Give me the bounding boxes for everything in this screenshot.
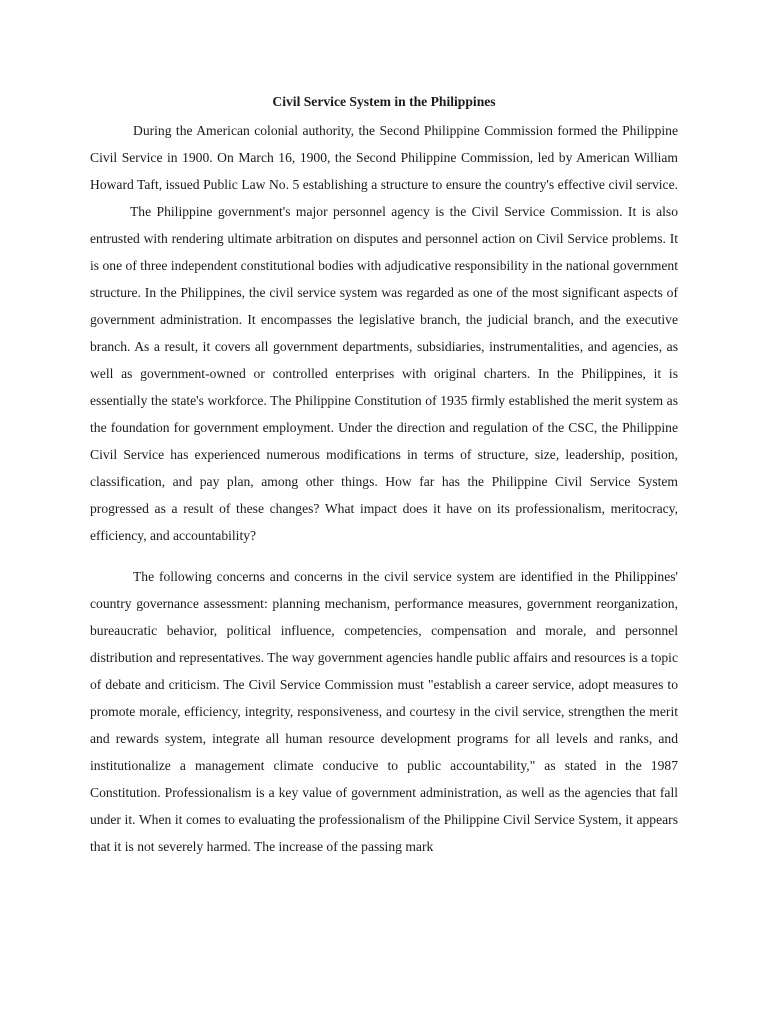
paragraph-1-text-b: The Philippine government's major personnel agency is the Civil Service Commission. It is also entrusted with rendering ultimate arbitration on disputes and personnel action on Civil Service problems. It is one of three independent constitutional bodies with adjudicative responsibility in the national government structure. In the Philippines, the civil service system was regarded as one of the most significant aspects of government administration. It encompasses the legislative branch, the judicial branch, and the executive branch. As a result, it covers all government departments, subsidiaries, instrumentalities, and agencies, as well as government-owned or controlled enterprises with original charters. In the Philippines, it is essentially the state's workforce. The Philippine Constitution of 1935 firmly established the merit system as the foundation for government employment. Under the direction and regulation of the CSC, the Philippine Civil Service has experienced numerous modifications in terms of structure, size, leadership, position, classification, and pay plan, among other things. How far has the Philippine Civil Service System progressed as a result of these changes? What impact does it have on its professionalism, meritocracy, efficiency, and accountability? bbox=[90, 204, 678, 543]
document-title: Civil Service System in the Philippines bbox=[272, 94, 496, 109]
paragraph-1 bbox=[90, 117, 678, 549]
paragraph-2: The following concerns and concerns in the civil service system are identified in the Philippines' country governance assessment: planning mechanism, performance measures, government reorganization, bureaucratic behavior, political influence, competencies, compensation and morale, and personnel distribution and representatives. The way government agencies handle public affairs and resources is a topic of debate and criticism. The Civil Service Commission must "establish a career service, adopt measures to promote morale, efficiency, integrity, responsiveness, and courtesy in the civil service, strengthen the merit and rewards system, integrate all human resource development programs for all levels and ranks, and institutionalize a management climate conducive to public accountability," as stated in the 1987 Constitution. Professionalism is a key value of government administration, as well as the agencies that fall under it. When it comes to evaluating the professionalism of the Philippine Civil Service System, it appears that it is not severely harmed. The increase of the passing mark bbox=[90, 569, 678, 854]
paragraph-1-text-a: During the American colonial authority, the Second Philippine Commission formed the Philippine Civil Service in 1900. On March 16, 1900, the Second Philippine Commission, led by American William Howard Taft, issued Public Law No. 5 establishing a structure to ensure the country's effective civil service. bbox=[90, 123, 678, 192]
